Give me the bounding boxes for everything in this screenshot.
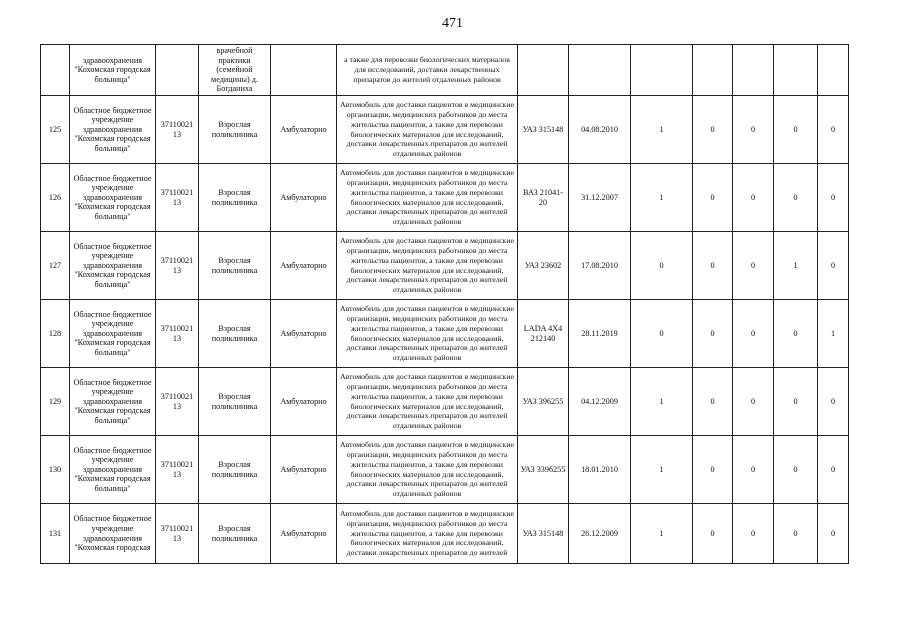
count-cell: 1 [631, 504, 693, 564]
table-row [41, 436, 849, 504]
unit-cell: Взрослая поликлиника [199, 232, 271, 300]
care-type-cell: Амбулаторно [271, 232, 337, 300]
purpose-cell: а также для перевозки биологических материалов для исследований, доставки лекарственных препаратов до жителей отдаленных районов [337, 45, 518, 96]
row-number-cell [41, 45, 70, 96]
purpose-cell: Автомобиль для доставки пациентов в медицинские организации, медицинских работников до места жительства пациентов, а также для перевозки биологических материалов для исследований, доставки лекарственных препаратов до жителей отдаленных районов [337, 232, 518, 300]
vehicle-model-cell: ВАЗ 21041-20 [518, 164, 569, 232]
unit-cell: Взрослая поликлиника [199, 96, 271, 164]
count-cell [818, 45, 849, 96]
care-type-cell: Амбулаторно [271, 368, 337, 436]
institution-cell: Областное бюджетное учреждение здравоохранения "Кохомская городская больница" [70, 164, 156, 232]
count-cell: 0 [818, 368, 849, 436]
count-cell: 0 [818, 164, 849, 232]
row-number-cell: 125 [41, 96, 70, 164]
table-row [41, 96, 849, 164]
count-cell: 0 [818, 436, 849, 504]
date-cell [569, 45, 631, 96]
count-cell: 0 [693, 96, 733, 164]
vehicle-model-cell: УАЗ 3396255 [518, 436, 569, 504]
count-cell: 1 [631, 96, 693, 164]
vehicle-model-cell: LADA 4X4 212140 [518, 300, 569, 368]
count-cell: 0 [693, 300, 733, 368]
row-number-cell: 130 [41, 436, 70, 504]
institution-cell: Областное бюджетное учреждение здравоохранения "Кохомская городская больница" [70, 96, 156, 164]
count-cell: 0 [693, 504, 733, 564]
count-cell: 0 [693, 232, 733, 300]
date-cell: 18.01.2010 [569, 436, 631, 504]
row-number-cell: 128 [41, 300, 70, 368]
code-cell: 37110021 13 [156, 96, 199, 164]
count-cell [774, 45, 818, 96]
vehicle-model-cell: УАЗ 23602 [518, 232, 569, 300]
count-cell: 0 [818, 232, 849, 300]
count-cell: 0 [774, 96, 818, 164]
purpose-cell: Автомобиль для доставки пациентов в медицинские организации, медицинских работников до места жительства пациентов, а также для перевозки биологических материалов для исследований, доставки лекарственных препаратов до жителей отдаленных районов [337, 164, 518, 232]
row-number-cell: 126 [41, 164, 70, 232]
count-cell [733, 45, 774, 96]
count-cell: 0 [818, 96, 849, 164]
count-cell: 0 [733, 300, 774, 368]
count-cell: 0 [693, 368, 733, 436]
count-cell: 0 [631, 300, 693, 368]
count-cell: 1 [631, 436, 693, 504]
count-cell [693, 45, 733, 96]
unit-cell: Взрослая поликлиника [199, 300, 271, 368]
purpose-cell: Автомобиль для доставки пациентов в медицинские организации, медицинских работников до места жительства пациентов, а также для перевозки биологических материалов для исследований, доставки лекарственных препаратов до жителей отдаленных районов [337, 436, 518, 504]
purpose-cell: Автомобиль для доставки пациентов в медицинские организации, медицинских работников до места жительства пациентов, а также для перевозки биологических материалов для исследований, доставки лекарственных препаратов до жителей [337, 504, 518, 564]
page-number: 471 [442, 16, 463, 31]
count-cell: 0 [774, 436, 818, 504]
unit-cell: врачебной практики (семейной медицины) д. Богданиха [199, 45, 271, 96]
table-row [41, 164, 849, 232]
count-cell [631, 45, 693, 96]
table-row [41, 300, 849, 368]
count-cell: 0 [774, 368, 818, 436]
date-cell: 04.08.2010 [569, 96, 631, 164]
count-cell: 0 [733, 164, 774, 232]
count-cell: 0 [774, 164, 818, 232]
unit-cell: Взрослая поликлиника [199, 164, 271, 232]
row-number-cell: 131 [41, 504, 70, 564]
code-cell: 37110021 13 [156, 504, 199, 564]
date-cell: 26.12.2009 [569, 504, 631, 564]
institution-cell: Областное бюджетное учреждение здравоохранения "Кохомская городская больница" [70, 368, 156, 436]
table-row [41, 232, 849, 300]
table-row [41, 504, 849, 564]
count-cell: 1 [774, 232, 818, 300]
row-number-cell: 129 [41, 368, 70, 436]
count-cell: 1 [631, 368, 693, 436]
care-type-cell: Амбулаторно [271, 436, 337, 504]
unit-cell: Взрослая поликлиника [199, 368, 271, 436]
count-cell: 0 [774, 300, 818, 368]
unit-cell: Взрослая поликлиника [199, 504, 271, 564]
code-cell: 37110021 13 [156, 436, 199, 504]
count-cell: 0 [693, 436, 733, 504]
vehicle-model-cell: УАЗ 315148 [518, 504, 569, 564]
count-cell: 1 [818, 300, 849, 368]
vehicle-model-cell: УАЗ 396255 [518, 368, 569, 436]
vehicle-registry-table [40, 44, 849, 564]
code-cell [156, 45, 199, 96]
code-cell: 37110021 13 [156, 300, 199, 368]
vehicle-model-cell [518, 45, 569, 96]
count-cell: 0 [733, 436, 774, 504]
institution-cell: Областное бюджетное учреждение здравоохранения "Кохомская городская больница" [70, 232, 156, 300]
count-cell: 1 [631, 164, 693, 232]
purpose-cell: Автомобиль для доставки пациентов в медицинские организации, медицинских работников до места жительства пациентов, а также для перевозки биологических материалов для исследований, доставки лекарственных препаратов до жителей отдаленных районов [337, 96, 518, 164]
count-cell: 0 [733, 504, 774, 564]
care-type-cell: Амбулаторно [271, 504, 337, 564]
care-type-cell: Амбулаторно [271, 300, 337, 368]
institution-cell: здравоохранения "Кохомская городская больница" [70, 45, 156, 96]
count-cell: 0 [733, 368, 774, 436]
count-cell: 0 [733, 232, 774, 300]
count-cell: 0 [631, 232, 693, 300]
code-cell: 37110021 13 [156, 232, 199, 300]
date-cell: 04.12.2009 [569, 368, 631, 436]
table-row [41, 368, 849, 436]
table-row-continued [41, 45, 849, 96]
care-type-cell: Амбулаторно [271, 96, 337, 164]
count-cell: 0 [774, 504, 818, 564]
count-cell: 0 [733, 96, 774, 164]
care-type-cell [271, 45, 337, 96]
code-cell: 37110021 13 [156, 368, 199, 436]
purpose-cell: Автомобиль для доставки пациентов в медицинские организации, медицинских работников до места жительства пациентов, а также для перевозки биологических материалов для исследований, доставки лекарственных препаратов до жителей отдаленных районов [337, 368, 518, 436]
date-cell: 31.12.2007 [569, 164, 631, 232]
vehicle-model-cell: УАЗ 315148 [518, 96, 569, 164]
code-cell: 37110021 13 [156, 164, 199, 232]
unit-cell: Взрослая поликлиника [199, 436, 271, 504]
date-cell: 17.08.2010 [569, 232, 631, 300]
date-cell: 28.11.2019 [569, 300, 631, 368]
institution-cell: Областное бюджетное учреждение здравоохранения "Кохомская городская [70, 504, 156, 564]
count-cell: 0 [818, 504, 849, 564]
row-number-cell: 127 [41, 232, 70, 300]
institution-cell: Областное бюджетное учреждение здравоохранения "Кохомская городская больница" [70, 300, 156, 368]
count-cell: 0 [693, 164, 733, 232]
care-type-cell: Амбулаторно [271, 164, 337, 232]
institution-cell: Областное бюджетное учреждение здравоохранения "Кохомская городская больница" [70, 436, 156, 504]
purpose-cell: Автомобиль для доставки пациентов в медицинские организации, медицинских работников до места жительства пациентов, а также для перевозки биологических материалов для исследований, доставки лекарственных препаратов до жителей отдаленных районов [337, 300, 518, 368]
